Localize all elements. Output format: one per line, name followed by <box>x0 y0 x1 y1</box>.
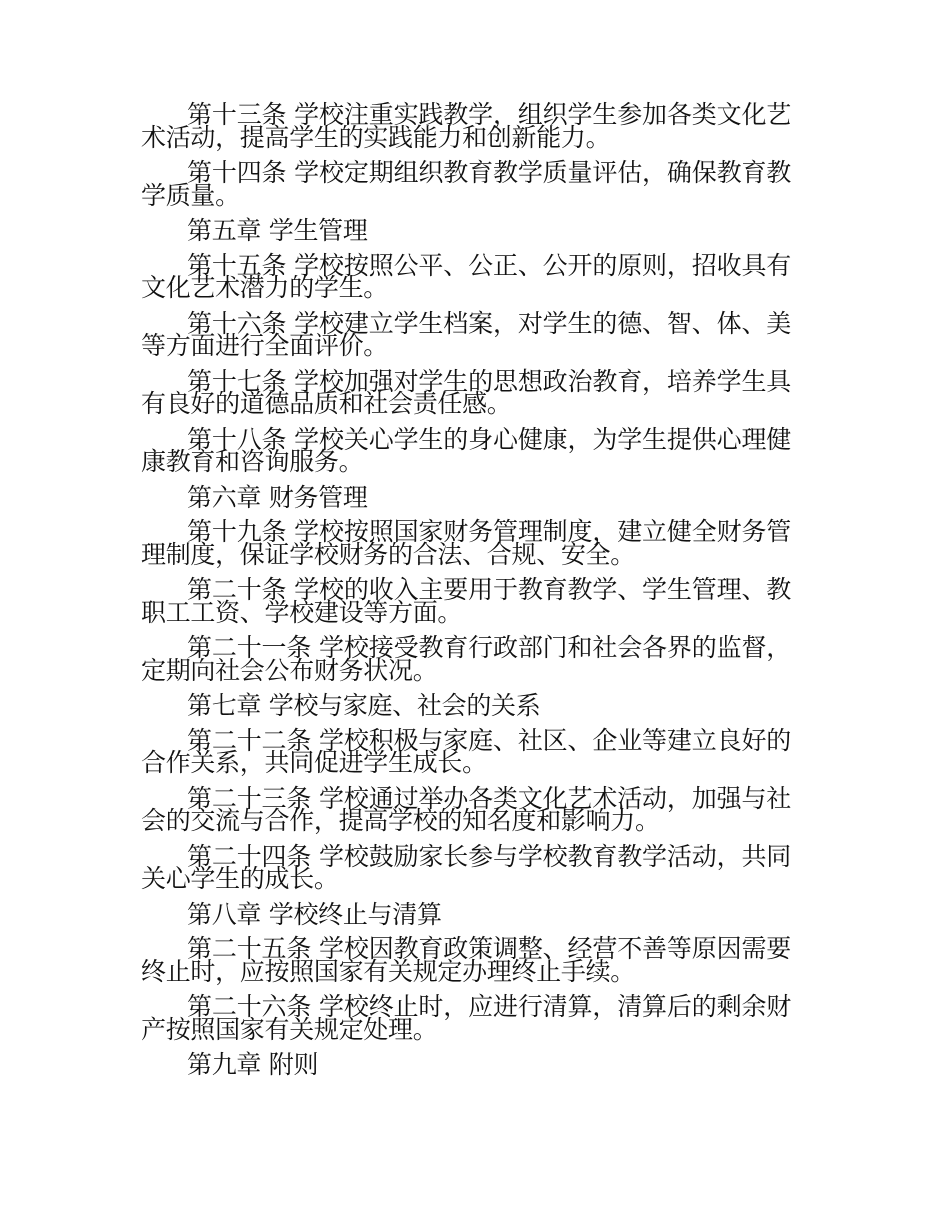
chapter-8-heading: 第八章 学校终止与清算 <box>187 899 442 929</box>
article-18: 第十八条 学校关心学生的身心健康，为学生提供心理健康教育和咨询服务。 <box>141 424 791 476</box>
article-19: 第十九条 学校按照国家财务管理制度，建立健全财务管理制度，保证学校财务的合法、合规、安全。 <box>141 517 791 569</box>
article-15: 第十五条 学校按照公平、公正、公开的原则，招收具有文化艺术潜力的学生。 <box>141 250 791 302</box>
chapter-7-heading: 第七章 学校与家庭、社会的关系 <box>187 691 541 720</box>
chapter-5-heading: 第五章 学生管理 <box>187 216 368 245</box>
chapter-6-heading: 第六章 财务管理 <box>187 482 368 512</box>
article-25: 第二十五条 学校因教育政策调整、经营不善等原因需要终止时，应按照国家有关规定办理终止手续。 <box>141 934 791 986</box>
article-13: 第十三条 学校注重实践教学，组织学生参加各类文化艺术活动，提高学生的实践能力和创新能力。 <box>141 100 791 152</box>
article-21: 第二十一条 学校接受教育行政部门和社会各界的监督，定期向社会公布财务状况。 <box>141 633 791 685</box>
article-23: 第二十三条 学校通过举办各类文化艺术活动，加强与社会的交流与合作，提高学校的知名度和影响力。 <box>141 783 791 835</box>
article-14: 第十四条 学校定期组织教育教学质量评估，确保教育教学质量。 <box>141 158 791 210</box>
document-body <box>141 100 791 1089</box>
article-26: 第二十六条 学校终止时，应进行清算，清算后的剩余财产按照国家有关规定处理。 <box>141 992 791 1044</box>
article-20: 第二十条 学校的收入主要用于教育教学、学生管理、教职工工资、学校建设等方面。 <box>141 575 791 627</box>
chapter-9-heading: 第九章 附则 <box>187 1050 319 1079</box>
article-22: 第二十二条 学校积极与家庭、社区、企业等建立良好的合作关系，共同促进学生成长。 <box>141 725 791 777</box>
article-16: 第十六条 学校建立学生档案，对学生的德、智、体、美等方面进行全面评价。 <box>141 308 791 360</box>
article-17: 第十七条 学校加强对学生的思想政治教育，培养学生具有良好的道德品质和社会责任感。 <box>141 366 791 418</box>
article-24: 第二十四条 学校鼓励家长参与学校教育教学活动，共同关心学生的成长。 <box>141 841 791 893</box>
